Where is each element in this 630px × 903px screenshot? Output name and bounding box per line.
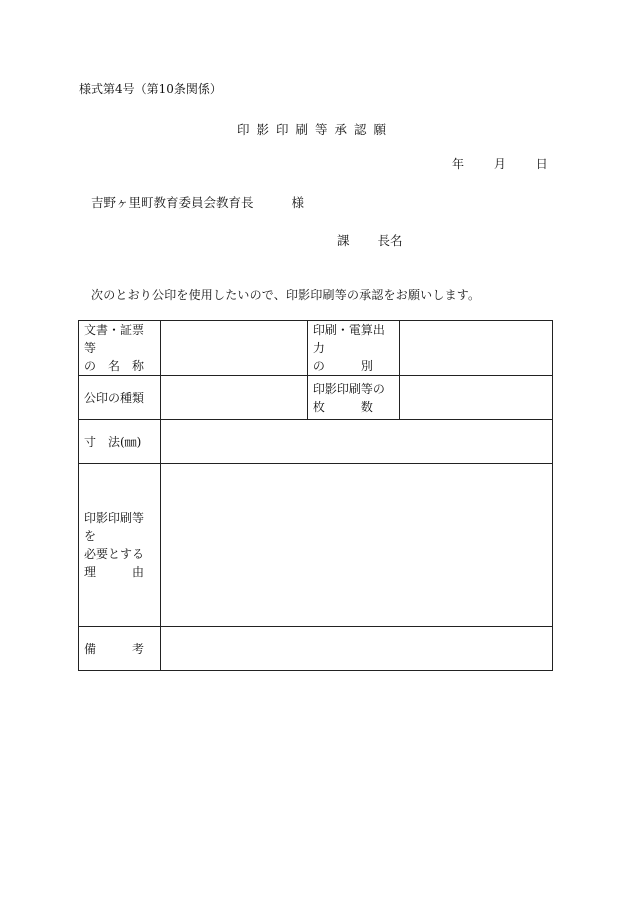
count-field[interactable]: [399, 376, 552, 420]
applicant-title: 長名: [377, 233, 403, 248]
date-line: [452, 155, 548, 172]
table-row: [79, 464, 553, 627]
doc-name-field[interactable]: [160, 321, 307, 376]
reason-field[interactable]: [160, 464, 552, 627]
date-year: 年: [452, 157, 465, 171]
size-field[interactable]: [160, 420, 552, 464]
document-title: 印影印刷等承認願: [236, 122, 393, 137]
table-row: [79, 321, 553, 376]
applicant-section: 課: [337, 233, 350, 248]
addressee-name: 吉野ヶ里町教育委員会教育長: [91, 195, 254, 210]
table-row: [79, 376, 553, 420]
date-month: 月: [493, 157, 506, 171]
print-type-field[interactable]: [399, 321, 552, 376]
table-row: [79, 627, 553, 671]
size-label: 寸 法(㎜): [79, 420, 161, 464]
application-table: [78, 320, 553, 671]
addressee: [91, 193, 304, 211]
date-day: 日: [535, 157, 548, 171]
form-number: 様式第4号（第10条関係）: [79, 82, 222, 96]
remarks-field[interactable]: [160, 627, 552, 671]
applicant: [337, 231, 403, 249]
table-row: [79, 420, 553, 464]
intro-text: 次のとおり公印を使用したいので、印影印刷等の承認をお願いします。: [91, 288, 481, 302]
seal-type-label: 公印の種類: [79, 376, 161, 420]
count-label: 印影印刷等の 枚 数: [307, 376, 399, 420]
seal-type-field[interactable]: [160, 376, 307, 420]
print-type-label: 印刷・電算出力 の 別: [307, 321, 399, 376]
remarks-label: 備 考: [79, 627, 161, 671]
doc-name-label: 文書・証票等 の 名 称: [79, 321, 161, 376]
addressee-honorific: 様: [291, 195, 305, 210]
reason-label: 印影印刷等を 必要とする 理 由: [79, 464, 161, 627]
